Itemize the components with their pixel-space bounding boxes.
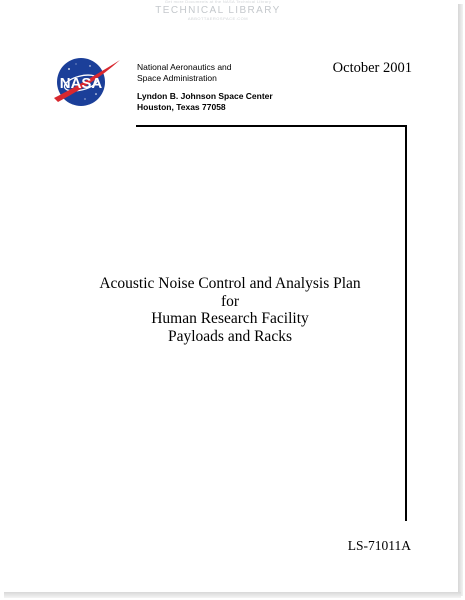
document-number: LS-71011A	[347, 538, 411, 553]
page-shadow-right	[458, 4, 463, 596]
watermark-top-line: Get more Documents at the NASA Technical Library	[164, 0, 272, 4]
title-line2: for	[220, 292, 240, 310]
center-address	[137, 91, 273, 113]
nasa-logo	[52, 54, 122, 110]
technical-library-watermark	[148, 0, 288, 21]
center-name-line: Lyndon B. Johnson Space Center	[137, 91, 273, 101]
title-line4: Payloads and Racks	[168, 327, 292, 345]
watermark-subtitle: ABBOTTAEROSPACE.COM	[187, 16, 249, 21]
title-line1: Acoustic Noise Control and Analysis Plan	[99, 275, 361, 292]
nasa-wordmark: NASA	[59, 75, 103, 92]
document-title	[40, 275, 420, 345]
agency-name	[137, 62, 232, 84]
title-line3: Human Research Facility	[151, 310, 309, 327]
center-city-line: Houston, Texas 77058	[137, 102, 226, 112]
publication-date: October 2001	[332, 60, 412, 76]
page-shadow-bottom	[4, 592, 461, 598]
agency-name-line2: Space Administration	[137, 73, 217, 83]
nasa-meatball-icon	[52, 54, 122, 110]
watermark-title: TECHNICAL LIBRARY	[155, 5, 281, 16]
header-rule	[136, 125, 407, 127]
agency-name-line1: National Aeronautics and	[137, 62, 232, 72]
